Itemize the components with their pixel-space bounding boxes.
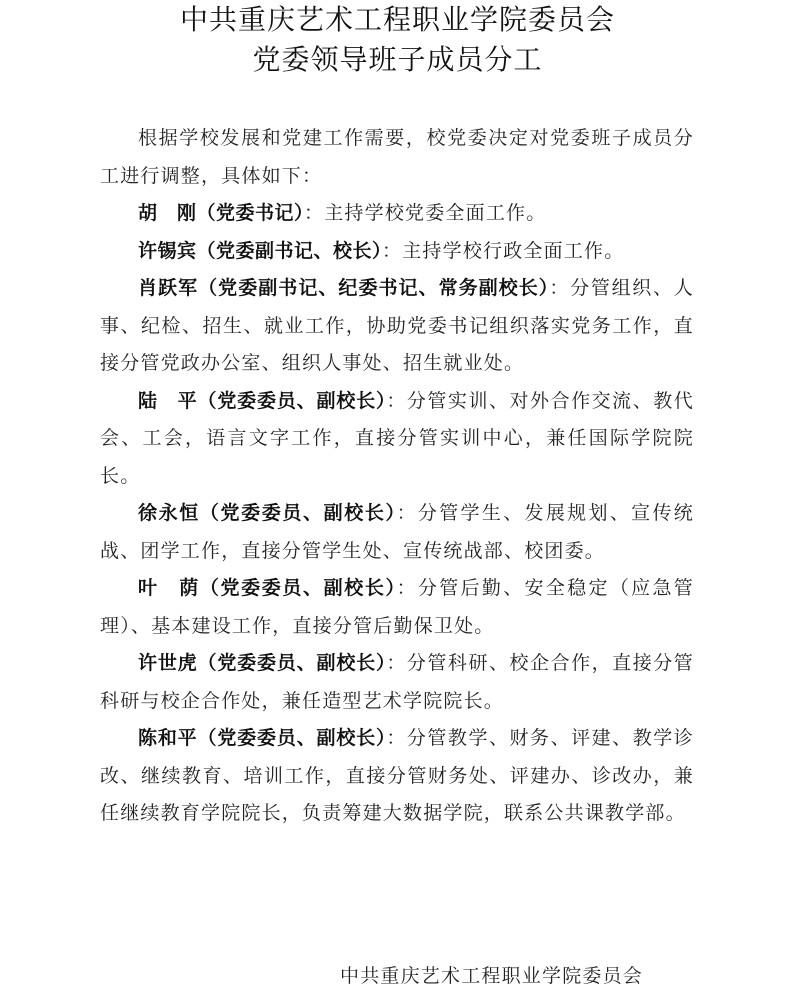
member-paragraph (100, 720, 694, 833)
member-paragraph (100, 645, 694, 720)
member-name: 陆 平（党委委员、副校长） (138, 389, 387, 412)
member-duty: ：主持学校行政全面工作。 (382, 239, 625, 262)
member-name: 胡 刚（党委书记） (138, 202, 305, 224)
member-duty: ：主持学校党委全面工作。 (304, 202, 547, 224)
document-title-line-1: 中共重庆艺术工程职业学院委员会 (179, 3, 615, 36)
member-name: 许世虎（党委委员、副校长） (138, 652, 387, 674)
member-name: 徐永恒（党委委员、副校长） (138, 502, 397, 524)
member-paragraph (100, 233, 694, 271)
member-duty: ：分管后勤、安全稳定（应急管理）、基本建设工作，直接分管后勤保卫处。 (100, 577, 694, 637)
member-duty: ：分管科研、校企合作，直接分管科研与校企合作处，兼任造型艺术学院院长。 (100, 652, 694, 712)
member-paragraph (100, 383, 694, 496)
member-name: 陈和平（党委委员、副校长） (138, 727, 387, 749)
member-paragraph (100, 270, 694, 383)
member-name: 许锡宾（党委副书记、校长） (138, 239, 383, 262)
member-paragraph (100, 195, 694, 233)
member-duty: ：分管实训、对外合作交流、教代会、工会，语言文字工作，直接分管实训中心，兼任国际学院院长。 (100, 389, 694, 487)
member-name: 肖跃军（党委副书记、纪委书记、常务副校长） (138, 277, 550, 299)
document-body (100, 120, 694, 833)
document-title-line-2: 党委领导班子成员分工 (252, 43, 543, 76)
member-duty: ：分管组织、人事、纪检、招生、就业工作，协助党委书记组织落实党务工作，直接分管党政办公室、组织人事处、招生就业处。 (100, 277, 694, 374)
member-duty: ：分管学生、发展规划、宣传统战、团学工作，直接分管学生处、宣传统战部、校团委。 (100, 502, 694, 562)
member-paragraph (100, 495, 694, 570)
member-paragraph (100, 570, 694, 645)
intro-paragraph: 根据学校发展和党建工作需要，校党委决定对党委班子成员分工进行调整，具体如下： (100, 127, 694, 187)
member-duty: ：分管教学、财务、评建、教学诊改、继续教育、培训工作，直接分管财务处、评建办、诊改办，兼任继续教育学院院长，负责筹建大数据学院，联系公共课教学部。 (100, 727, 694, 824)
member-name: 叶 荫（党委委员、副校长） (138, 577, 397, 599)
signature-organization: 中共重庆艺术工程职业学院委员会 (340, 965, 644, 987)
